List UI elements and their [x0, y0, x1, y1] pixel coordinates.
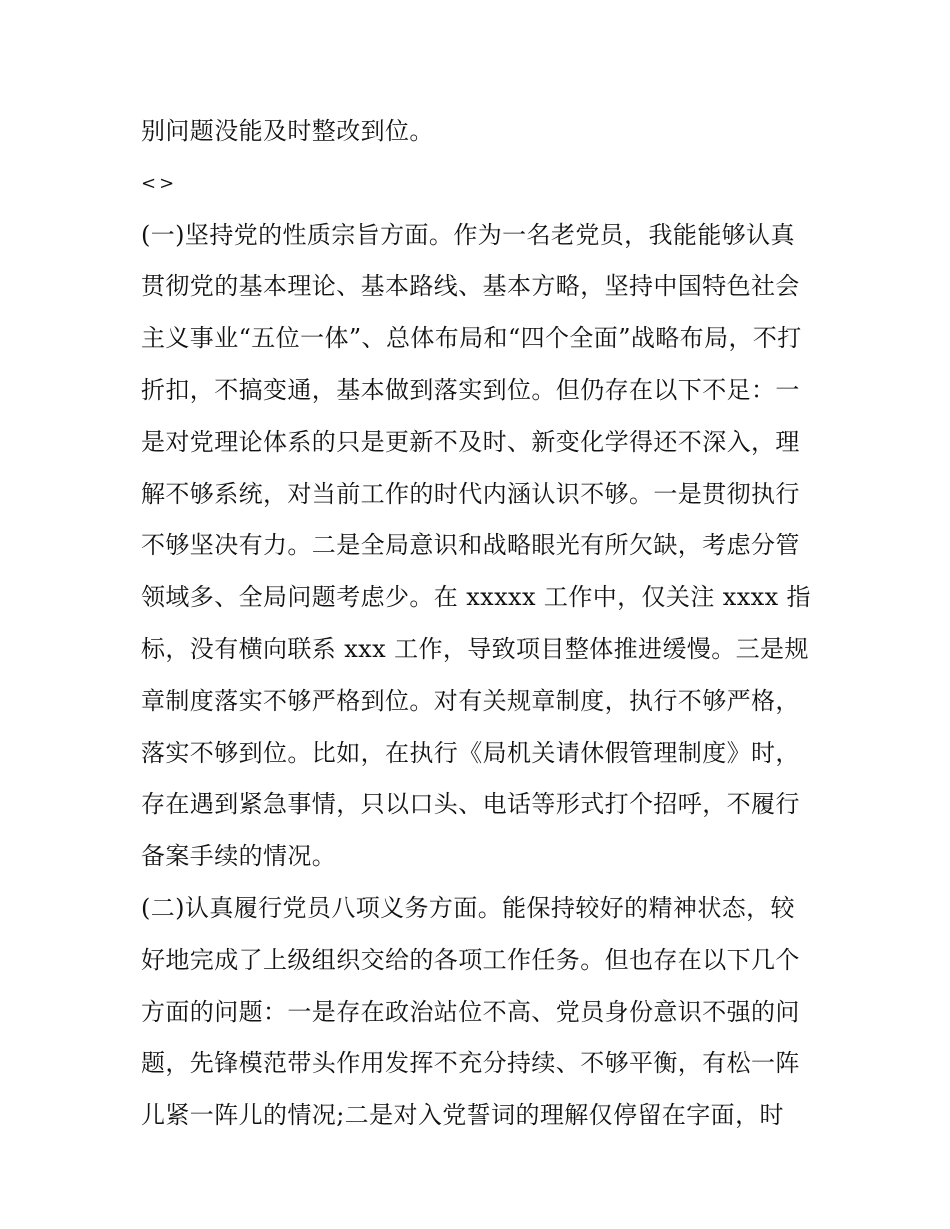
text-line: 落实不够到位。比如，在执行《局机关请休假管理制度》时， [141, 738, 800, 767]
text-line: 主义事业“五位一体”、总体布局和“四个全面”战略布局，不打 [141, 324, 802, 353]
text-line: 存在遇到紧急事情，只以口头、电话等形式打个招呼，不履行 [141, 790, 800, 819]
text-line: 标，没有横向联系 xxx 工作，导致项目整体推进缓慢。三是规 [141, 634, 809, 663]
text-line: 折扣，不搞变通，基本做到落实到位。但仍存在以下不足：一 [141, 375, 800, 404]
text-line: 贯彻党的基本理论、基本路线、基本方略，坚持中国特色社会 [141, 272, 800, 301]
text-line: 题，先锋模范带头作用发挥不充分持续、不够平衡，有松一阵 [141, 1049, 800, 1078]
text-line: 领域多、全局问题考虑少。在 xxxxx 工作中，仅关注 xxxx 指 [141, 583, 811, 612]
text-line: 别问题没能及时整改到位。 [141, 117, 434, 145]
text-line: 备案手续的情况。 [141, 842, 337, 871]
text-line: 解不够系统，对当前工作的时代内涵认识不够。一是贯彻执行 [141, 479, 800, 508]
text-line: 儿紧一阵儿的情况;二是对入党誓词的理解仅停留在字面，时 [141, 1101, 784, 1130]
text-line: 不够坚决有力。二是全局意识和战略眼光有所欠缺，考虑分管 [141, 531, 800, 560]
document-body [141, 106, 813, 1142]
text-line: 章制度落实不够严格到位。对有关规章制度，执行不够严格， [141, 686, 800, 715]
text-line: 方面的问题：一是存在政治站位不高、党员身份意识不强的问 [141, 997, 800, 1026]
text-line-marker: <> [141, 172, 178, 194]
text-line: 是对党理论体系的只是更新不及时、新变化学得还不深入，理 [141, 427, 800, 456]
text-line: 好地完成了上级组织交给的各项工作任务。但也存在以下几个 [141, 945, 800, 974]
text-line: (二)认真履行党员八项义务方面。能保持较好的精神状态，较 [141, 893, 795, 922]
text-line: (一)坚持党的性质宗旨方面。作为一名老党员，我能能够认真 [141, 220, 795, 249]
